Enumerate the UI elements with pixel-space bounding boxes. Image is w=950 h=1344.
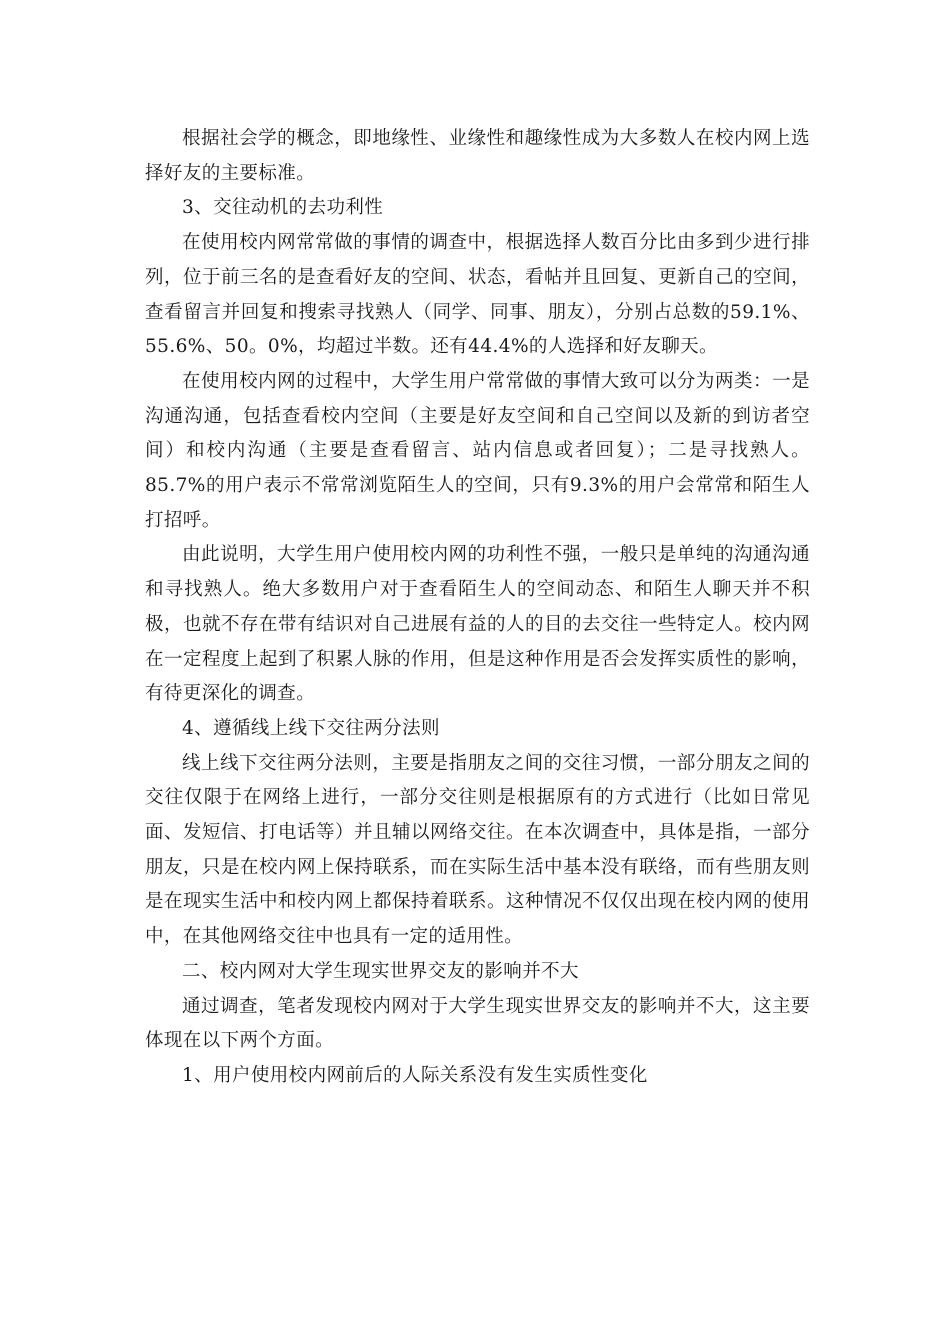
paragraph-selection-criteria: 根据社会学的概念，即地缘性、业缘性和趣缘性成为大多数人在校内网上选择好友的主要标准。 xyxy=(145,128,810,184)
paragraph-conclusion: 由此说明，大学生用户使用校内网的功利性不强，一般只是单纯的沟通沟通和寻找熟人。绝大多数用户对于查看陌生人的空间动态、和陌生人聊天并不积极，也就不存在带有结识对自己进展有益的人的目的去交往一些特定人。校内网在一定程度上起到了积累人脉的作用，但是这种作用是否会发挥实质性的影响，有待更深化的调查。 xyxy=(145,544,810,705)
paragraph-activity-survey: 在使用校内网常常做的事情的调查中，根据选择人数百分比由多到少进行排列，位于前三名的是查看好友的空间、状态，看帖并且回复、更新自己的空间，查看留言并回复和搜索寻找熟人（同学、同事、朋友），分别占总数的59.1%、55.6%、50。0%，均超过半数。还有44.4%的人选择和好友聊天。 xyxy=(145,232,810,358)
section-heading-online-offline: 4、遵循线上线下交往两分法则 xyxy=(182,717,440,739)
paragraph-survey-finding: 通过调查，笔者发现校内网对于大学生现实世界交友的影响并不大，这主要体现在以下两个方面。 xyxy=(145,995,810,1052)
paragraph-online-offline-rule: 线上线下交往两分法则，主要是指朋友之间的交往习惯，一部分朋友之间的交往仅限于在网络上进行，一部分交往则是根据原有的方式进行（比如日常见面、发短信、打电话等）并且辅以网络交往。在本次调查中，具体是指，一部分朋友，只是在校内网上保持联系，而在实际生活中基本没有联络，而有些朋友则是在现实生活中和校内网上都保持着联系。这种情况不仅仅出现在校内网的使用中，在其他网络交往中也具有一定的适用性。 xyxy=(145,752,810,948)
section-heading-motivation: 3、交往动机的去功利性 xyxy=(182,197,384,219)
section-heading-impact: 二、校内网对大学生现实世界交友的影响并不大 xyxy=(182,960,579,982)
paragraph-activity-categories: 在使用校内网的过程中，大学生用户常常做的事情大致可以分为两类：一是沟通沟通，包括查看校内空间（主要是好友空间和自己空间以及新的到访者空间）和校内沟通（主要是查看留言、站内信息或者回复）；二是寻找熟人。85.7%的用户表示不常常浏览陌生人的空间，只有9.3%的用户会常常和陌生人打招呼。 xyxy=(145,370,810,531)
section-heading-relationships: 1、用户使用校内网前后的人际关系没有发生实质性变化 xyxy=(182,1064,648,1086)
document-body xyxy=(145,122,810,1094)
